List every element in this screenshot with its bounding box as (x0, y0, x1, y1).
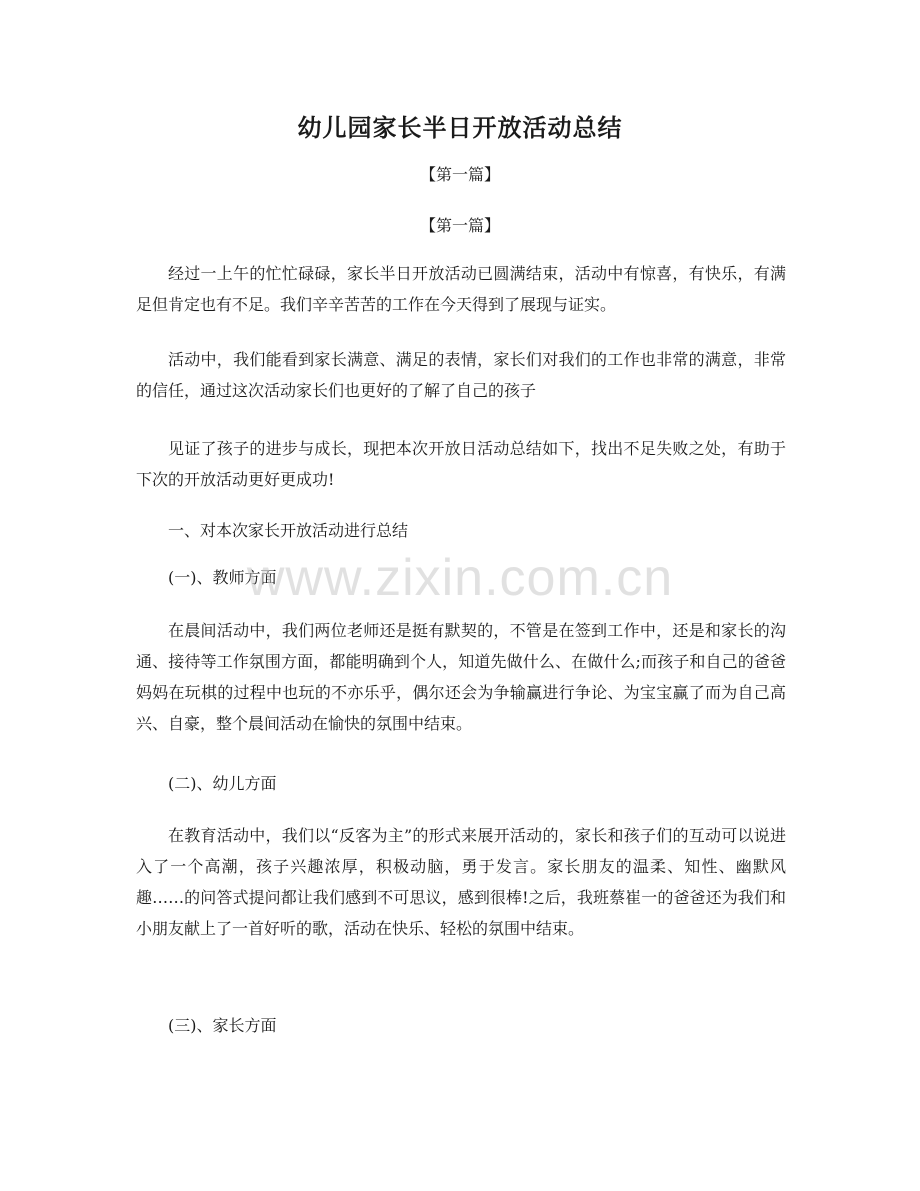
document-title: 幼儿园家长半日开放活动总结 (297, 113, 623, 142)
section-heading: 一、对本次家长开放活动进行总结 (168, 521, 409, 540)
paragraph: 经过一上午的忙忙碌碌，家长半日开放活动已圆满结束，活动中有惊喜，有快乐，有满足但肯定也有不足。我们辛辛苦苦的工作在今天得到了展现与证实。 (136, 264, 786, 314)
paragraph: 在晨间活动中，我们两位老师还是挺有默契的，不管是在签到工作中，还是和家长的沟通、接待等工作氛围方面，都能明确到个人，知道先做什么、在做什么;而孩子和自己的爸爸妈妈在玩棋的过程中也玩的不亦乐乎，偶尔还会为争输赢进行争论、为宝宝赢了而为自己高兴、自豪，整个晨间活动在愉快的氛围中结束。 (136, 621, 786, 733)
section-tag: 【第一篇】 (419, 165, 500, 184)
section-tag: 【第一篇】 (419, 216, 500, 235)
subsection-heading: (一)、教师方面 (168, 568, 277, 587)
paragraph: 见证了孩子的进步与成长，现把本次开放日活动总结如下，找出不足失败之处，有助于下次的开放活动更好更成功! (136, 439, 786, 489)
watermark: www.zixin.com.cn (246, 549, 674, 607)
subsection-heading: (二)、幼儿方面 (168, 774, 277, 793)
paragraph: 活动中，我们能看到家长满意、满足的表情，家长们对我们的工作也非常的满意，非常的信任，通过这次活动家长们也更好的了解了自己的孩子 (136, 350, 786, 400)
paragraph: 在教育活动中，我们以“反客为主”的形式来展开活动的，家长和孩子们的互动可以说进入了一个高潮，孩子兴趣浓厚，积极动脑，勇于发言。家长朋友的温柔、知性、幽默风趣……的问答式提问都让我们感到不可思议，感到很棒!之后，我班蔡崔一的爸爸还为我们和小朋友献上了一首好听的歌，活动在快乐、轻松的氛围中结束。 (136, 826, 786, 938)
subsection-heading: (三)、家长方面 (168, 1016, 277, 1035)
